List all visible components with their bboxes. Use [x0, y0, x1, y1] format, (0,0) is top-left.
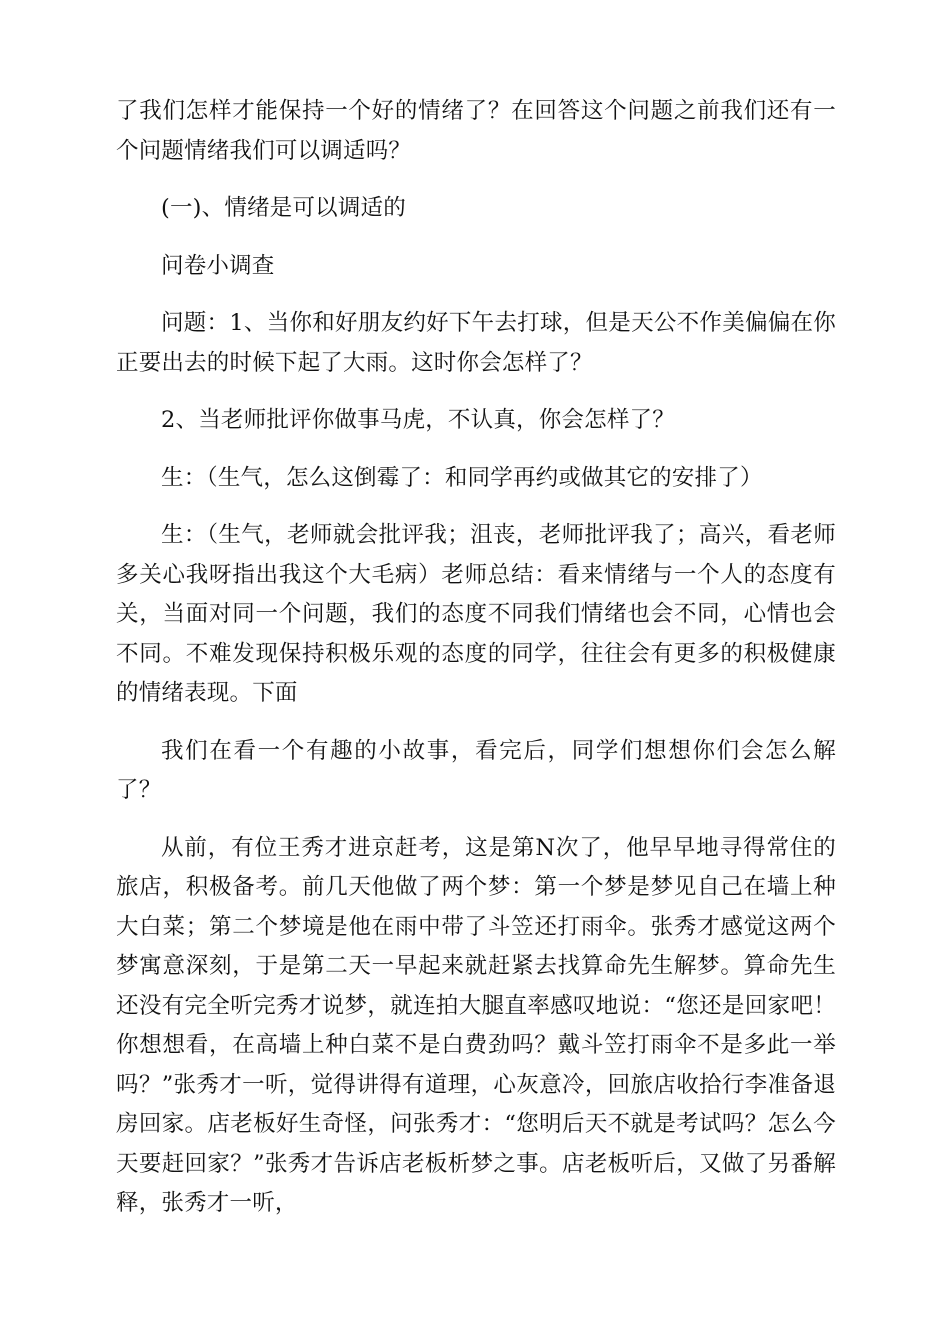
student-answer-1: 生：（生气，怎么这倒霉了：和同学再约或做其它的安排了） [161, 464, 763, 491]
section-heading: (一)、情绪是可以调适的 [161, 195, 406, 221]
question-1: 问题：1、当你和好朋友约好下午去打球，但是天公不作美偏偏在你正要出去的时候下起了大雨。这时你会怎样了？ [116, 310, 836, 376]
paragraph: 了我们怎样才能保持一个好的情绪了？在回答这个问题之前我们还有一个问题情绪我们可以调适吗？ [116, 98, 836, 164]
story-intro: 我们在看一个有趣的小故事，看完后，同学们想想你们会怎么解了？ [116, 737, 836, 803]
subheading-survey: 问卷小调查 [161, 252, 275, 279]
student-answer-2: 生：（生气，老师就会批评我；沮丧，老师批评我了；高兴，看老师多关心我呀指出我这个大毛病）老师总结：看来情绪与一个人的态度有关，当面对同一个问题，我们的态度不同我们情绪也会不同，心情也会不同。不难发现保持积极乐观的态度的同学，往往会有更多的积极健康的情绪表现。下面 [116, 522, 836, 706]
question-2: 2、当老师批评你做事马虎，不认真，你会怎样了？ [161, 407, 675, 433]
story-paragraph: 从前，有位王秀才进京赶考，这是第N次了，他早早地寻得常住的旅店，积极备考。前几天他做了两个梦：第一个梦是梦见自己在墙上种大白菜；第二个梦境是他在雨中带了斗笠还打雨伞。张秀才感觉这两个梦寓意深刻，于是第二天一早起来就赶紧去找算命先生解梦。算命先生还没有完全听完秀才说梦，就连拍大腿直率感叹地说：“您还是回家吧！你想想看，在高墙上种白菜不是白费劲吗？戴斗笠打雨伞不是多此一举吗？”张秀才一听，觉得讲得有道理，心灰意冷，回旅店收拾行李准备退房回家。店老板好生奇怪，问张秀才：“您明后天不就是考试吗？怎么今天要赶回家？”张秀才告诉店老板析梦之事。店老板听后，又做了另番解释，张秀才一听， [116, 834, 836, 1216]
document-body [116, 92, 836, 1224]
